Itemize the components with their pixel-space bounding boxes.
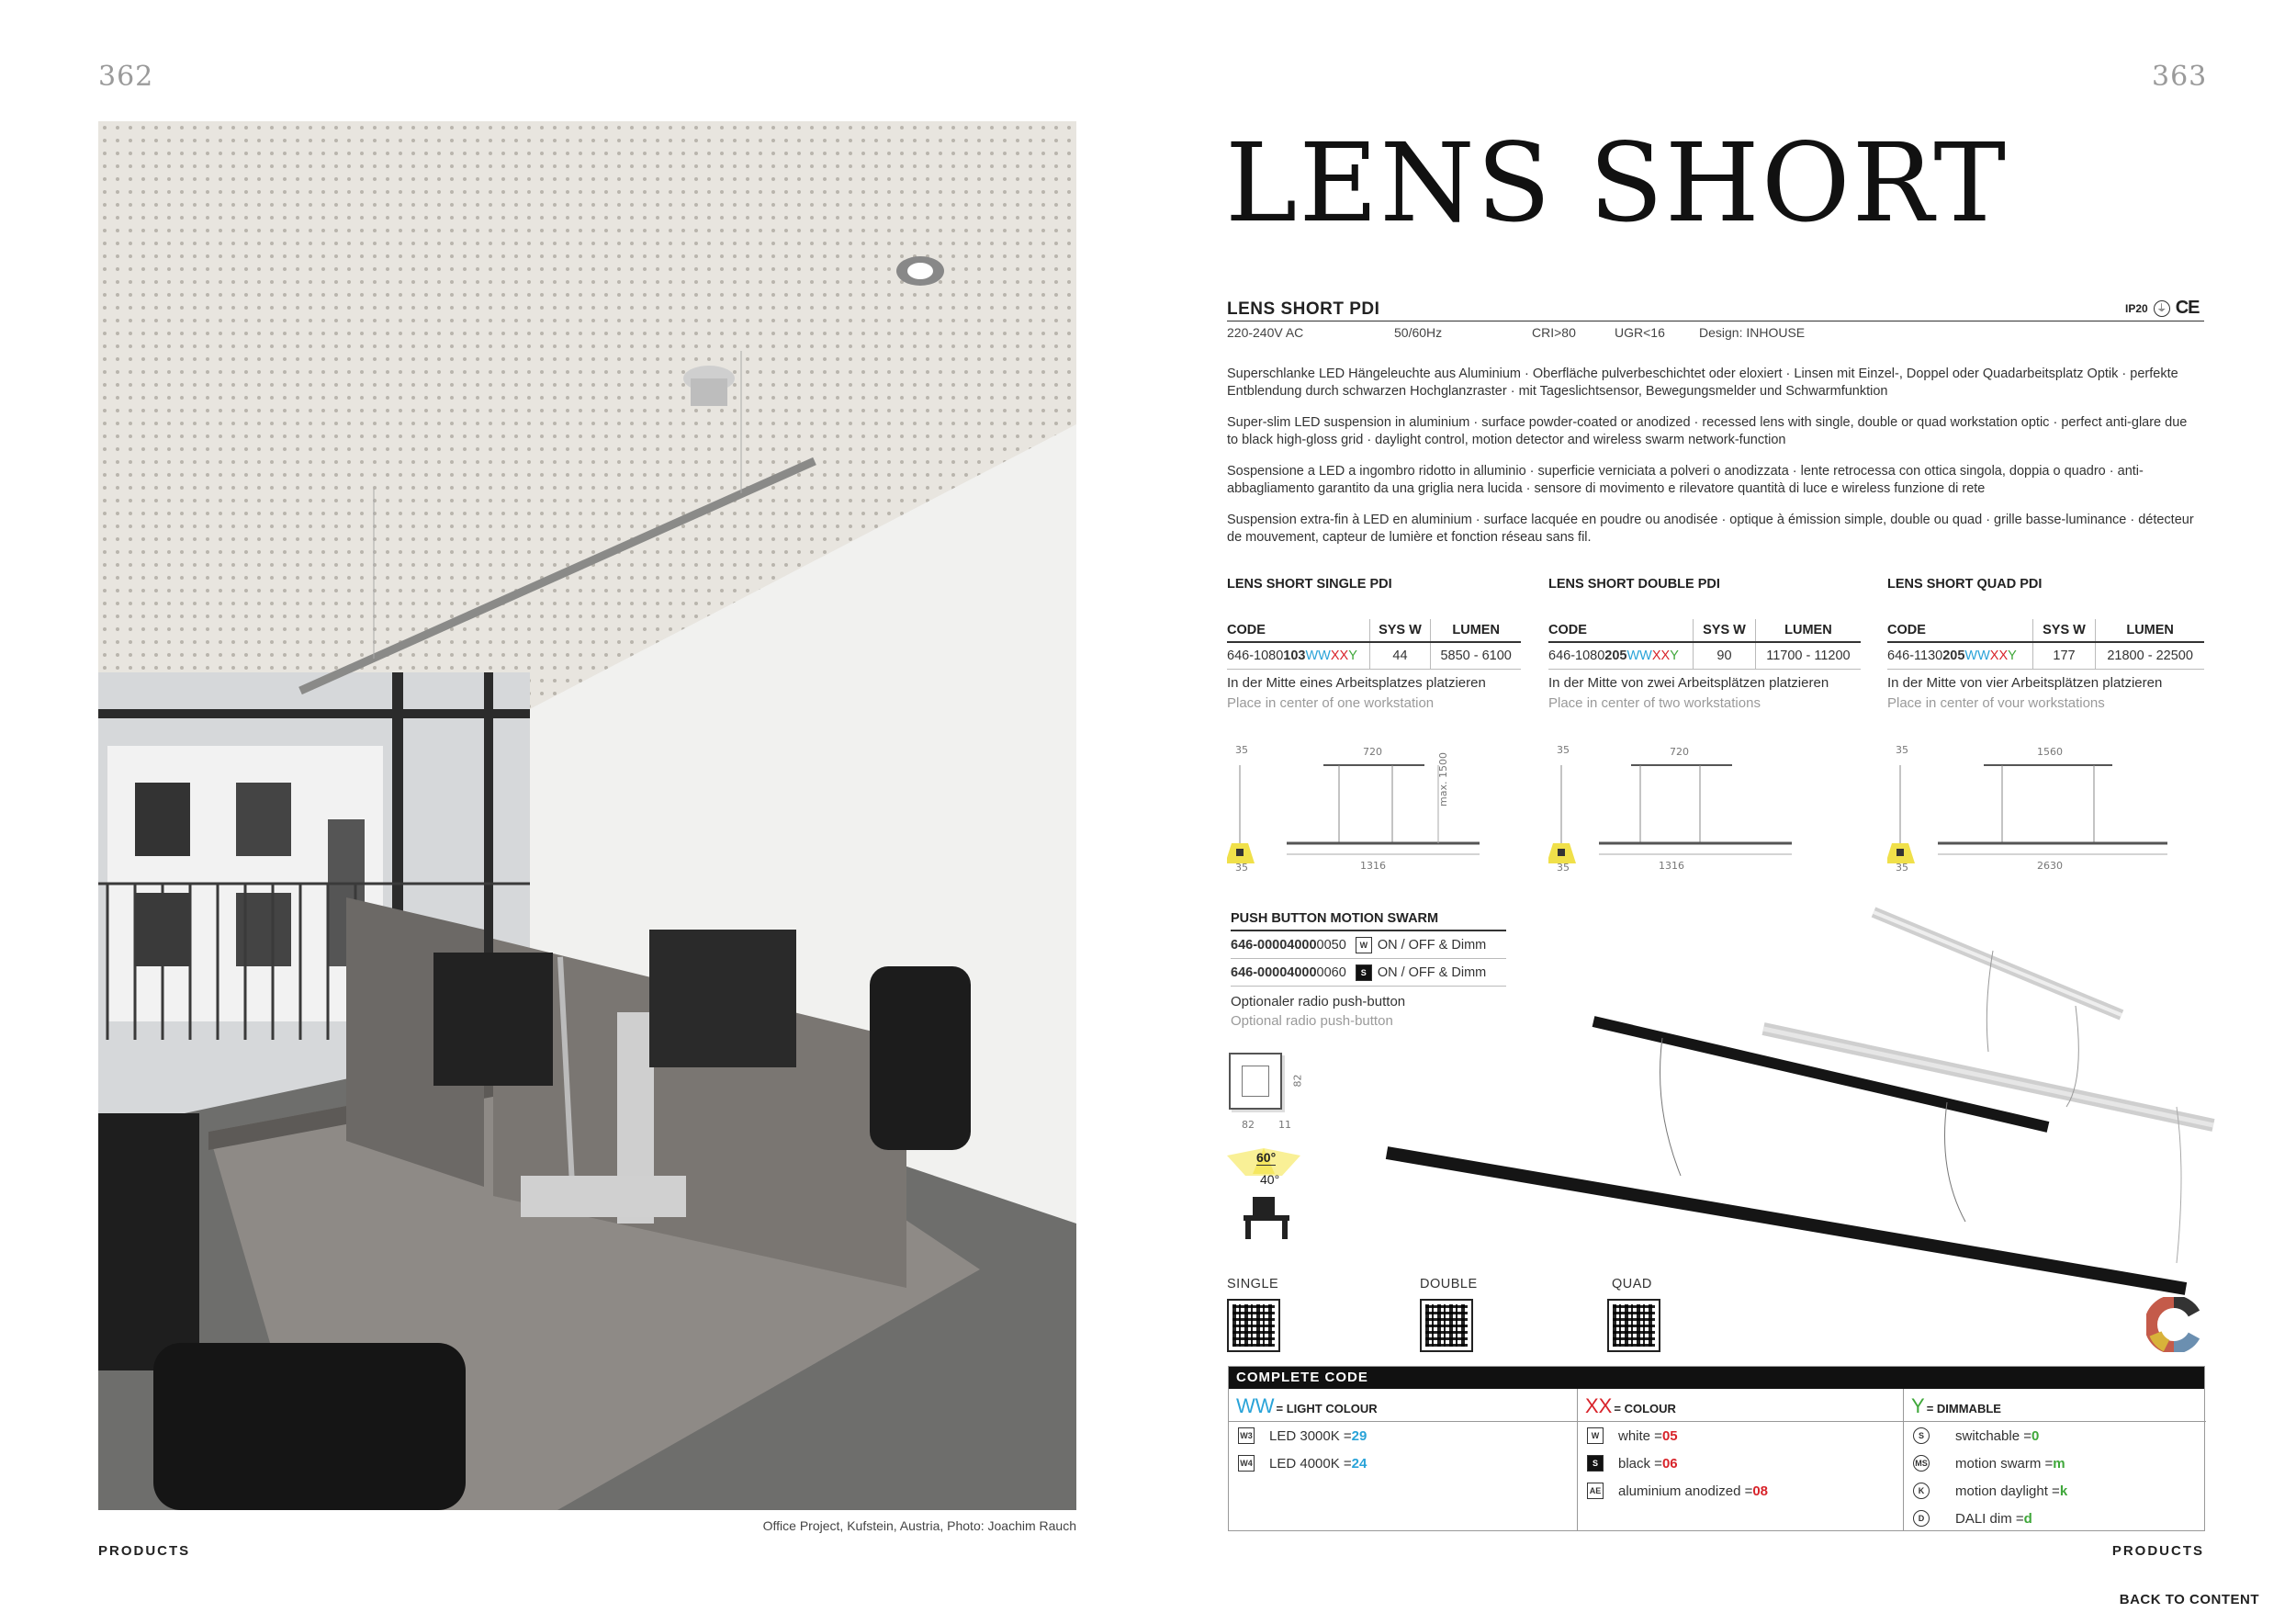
black-icon: S — [1587, 1455, 1604, 1472]
push-button-note-de: Optionaler radio push-button — [1231, 994, 1406, 1009]
list-item: W4 LED 4000K = 24 — [1229, 1449, 1577, 1477]
xx-column: XX = COLOUR W white = 05 S black = 06 AE aluminium anodized = 08 — [1578, 1389, 1904, 1530]
code-table-double — [1548, 619, 1861, 670]
complete-code-title: COMPLETE CODE — [1229, 1367, 2204, 1389]
table-row: 646-0000 4000 0050 W ON / OFF & Dimm — [1231, 931, 1506, 959]
back-to-content-link[interactable]: BACK TO CONTENT — [2119, 1592, 2259, 1607]
button-outline — [1229, 1053, 1282, 1110]
dimension-drawing-single: 35 35 720 1316 max. 1500 — [1227, 742, 1521, 880]
white-icon: W — [1356, 937, 1372, 953]
office-photo-illustration — [98, 121, 1076, 1510]
product-quad — [1887, 577, 2204, 711]
page-number-left: 362 — [98, 61, 154, 93]
list-item: MS motion swarm = m — [1904, 1449, 2206, 1477]
note-en: Place in center of two workstations — [1548, 695, 1761, 711]
qr-label-double: DOUBLE — [1420, 1277, 1478, 1291]
qr-label-quad: QUAD — [1612, 1277, 1652, 1291]
product-subtitle: LENS SHORT PDI — [1227, 299, 1380, 319]
white-icon: W — [1587, 1427, 1604, 1444]
push-button-drawing: 82 82 11 60° 40° — [1227, 1047, 1328, 1249]
dimension-drawing-double: 35 35 720 1316 — [1548, 742, 1842, 880]
note-en: Place in center of one workstation — [1227, 695, 1435, 711]
description-fr: Suspension extra-fin à LED en aluminium · surface lacquée en poudre ou anodisée · optique à émission simple, double ou quad · grille basse-luminance · détecteur de mouvement, capteur de lumière et fonction réseau sans fil. — [1227, 513, 2194, 546]
office-photo — [98, 121, 1076, 1510]
list-item: K motion daylight = k — [1904, 1477, 2206, 1505]
dali-dim-icon: D — [1913, 1510, 1930, 1527]
description-de: Superschlanke LED Hängeleuchte aus Aluminium · Oberfläche pulverbeschichtet oder eloxiert · Linsen mit Einzel-, Doppel oder Quadarbeitsplatz Optik · perfekte Entblendung durch schwarzen Hochglanzraster · mit Tageslichtsensor, Bewegungsmelder und Schwarmfunktion — [1227, 367, 2178, 400]
product-code: 646-1130205WWXXY — [1887, 642, 2032, 670]
qr-code-quad[interactable] — [1609, 1301, 1659, 1350]
description-it: Sospensione a LED a ingombro ridotto in alluminio · superficie verniciata a polveri o anodizzata · lente retrocessa con ottica singola, doppia o quadro · anti-abbagliamento garantito da una griglia nera lucida · sensore di movimento e rilevatore quantità di luce e wireless funzione di rete — [1227, 464, 2144, 497]
photo-caption: Office Project, Kufstein, Austria, Photo: Joachim Rauch — [762, 1518, 1076, 1533]
black-icon: S — [1356, 964, 1372, 981]
qr-code-single[interactable] — [1229, 1301, 1278, 1350]
code-table-single — [1227, 619, 1521, 670]
col-lumen: LUMEN — [2096, 619, 2204, 642]
footer-products-left: PRODUCTS — [98, 1543, 191, 1559]
led-3000k-icon: W3 — [1238, 1427, 1255, 1444]
lumen-value: 11700 - 11200 — [1755, 642, 1861, 670]
product-code: 646-1080205WWXXY — [1548, 642, 1694, 670]
list-item: D DALI dim = d — [1904, 1505, 2206, 1532]
spec-frequency: 50/60Hz — [1394, 325, 1443, 340]
col-lumen: LUMEN — [1755, 619, 1861, 642]
note-de: In der Mitte von vier Arbeitsplätzen platzieren — [1887, 675, 2163, 691]
page-number-right: 363 — [2152, 61, 2208, 93]
certification-marks — [2125, 298, 2199, 319]
qr-code-double[interactable] — [1422, 1301, 1471, 1350]
spec-ugr: UGR<16 — [1615, 325, 1665, 340]
sysw-value: 44 — [1369, 642, 1431, 670]
product-title-double: LENS SHORT DOUBLE PDI — [1548, 577, 1720, 592]
col-sysw: SYS W — [2032, 619, 2095, 642]
motion-daylight-icon: K — [1913, 1483, 1930, 1499]
push-button-note-en: Optional radio push-button — [1231, 1013, 1393, 1029]
note-de: In der Mitte von zwei Arbeitsplätzen platzieren — [1548, 675, 1829, 691]
page-title: LENS SHORT — [1225, 119, 2009, 246]
note-en: Place in center of vour workstations — [1887, 695, 2105, 711]
footer-products-right: PRODUCTS — [2111, 1543, 2204, 1559]
lumen-value: 5850 - 6100 — [1431, 642, 1521, 670]
ce-mark-icon: CE — [2175, 298, 2200, 318]
push-button-title: PUSH BUTTON MOTION SWARM — [1231, 911, 1506, 931]
ground-icon: ⏚ — [2154, 300, 2170, 317]
col-code: CODE — [1548, 619, 1694, 642]
code-table-quad — [1887, 619, 2204, 670]
ip-rating: IP20 — [2125, 301, 2148, 315]
list-item: W white = 05 — [1578, 1422, 1903, 1449]
product-title-quad: LENS SHORT QUAD PDI — [1887, 577, 2043, 592]
col-sysw: SYS W — [1694, 619, 1756, 642]
led-4000k-icon: W4 — [1238, 1455, 1255, 1472]
dimension-drawing-quad: 35 35 1560 2630 — [1887, 742, 2181, 880]
product-single — [1227, 577, 1530, 711]
col-code: CODE — [1227, 619, 1369, 642]
col-code: CODE — [1887, 619, 2032, 642]
note-de: In der Mitte eines Arbeitsplatzes platzieren — [1227, 675, 1486, 691]
sysw-value: 90 — [1694, 642, 1756, 670]
table-row — [1548, 642, 1861, 670]
list-item: S switchable = 0 — [1904, 1422, 2206, 1449]
col-sysw: SYS W — [1369, 619, 1431, 642]
switchable-icon: S — [1913, 1427, 1930, 1444]
spec-design: Design: INHOUSE — [1699, 325, 1806, 340]
spec-cri: CRI>80 — [1532, 325, 1576, 340]
motion-swarm-icon: MS — [1913, 1455, 1930, 1472]
list-item: W3 LED 3000K = 29 — [1229, 1422, 1577, 1449]
qr-label-single: SINGLE — [1227, 1277, 1279, 1291]
sysw-value: 177 — [2032, 642, 2095, 670]
product-double — [1548, 577, 1861, 711]
list-item: S black = 06 — [1578, 1449, 1903, 1477]
table-row: 646-0000 4000 0060 S ON / OFF & Dimm — [1231, 959, 1506, 987]
table-row — [1887, 642, 2204, 670]
product-code: 646-1080103WWXXY — [1227, 642, 1369, 670]
product-title-single: LENS SHORT SINGLE PDI — [1227, 577, 1392, 592]
description-en: Super-slim LED suspension in aluminium · surface powder-coated or anodized · recessed lens with single, double or quad workstation optic · perfect anti-glare due to black high-gloss grid · daylight control, motion detector and wireless swarm network-function — [1227, 415, 2188, 448]
aluminium-icon: AE — [1587, 1483, 1604, 1499]
lumen-value: 21800 - 22500 — [2096, 642, 2204, 670]
spec-voltage: 220-240V AC — [1227, 325, 1304, 340]
table-row — [1227, 642, 1521, 670]
list-item: AE aluminium anodized = 08 — [1578, 1477, 1903, 1505]
y-column: Y = DIMMABLE S switchable = 0 MS motion swarm = m K motion daylight = k D DALI dim = d — [1904, 1389, 2206, 1530]
col-lumen: LUMEN — [1431, 619, 1521, 642]
colour-wheel-icon — [2146, 1297, 2201, 1352]
complete-code-table — [1228, 1366, 2205, 1531]
product-render — [1378, 896, 2232, 1318]
ww-column: WW = LIGHT COLOUR W3 LED 3000K = 29 W4 LED 4000K = 24 — [1229, 1389, 1578, 1530]
